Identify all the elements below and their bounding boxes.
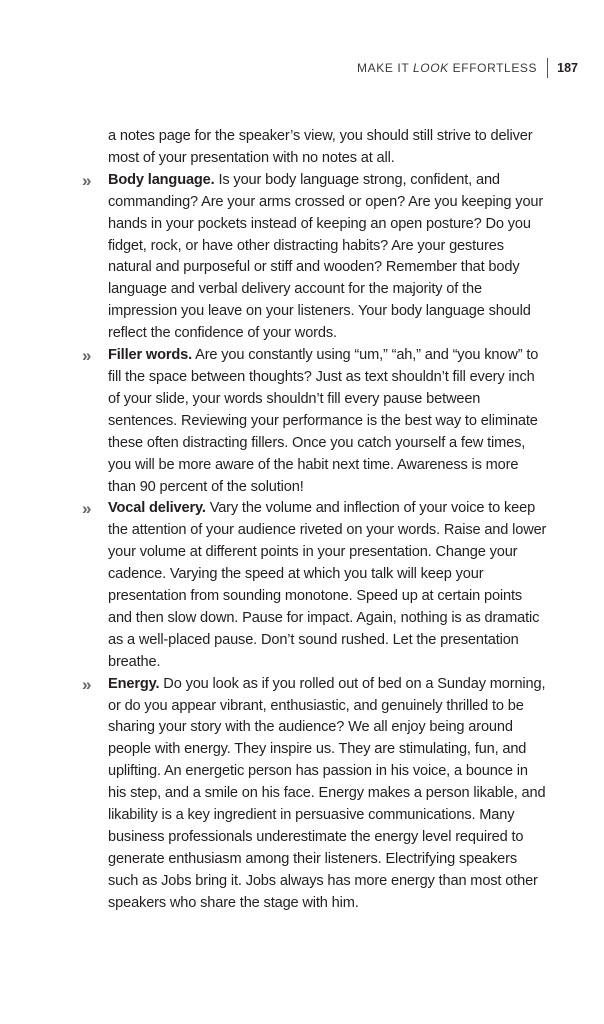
bullet-term: Energy. <box>108 675 160 692</box>
bullet-text: Vary the volume and inflection of your voice to keep the attention of your audience riveted on your words. Raise and lower your volume at different points in your presentation. Change your cadence. Varying the speed at which you talk will keep your presentation from sounding monotone. Speed up at certain points and then slow down. Pause for impact. Again, nothing is as dramatic as a well-placed pause. Don’t sound rushed. Let the presentation breathe. <box>108 500 547 670</box>
running-title-emphasis: LOOK <box>412 61 449 75</box>
running-header <box>357 58 578 78</box>
intro-paragraph: a notes page for the speaker’s view, you should still strive to deliver most of your presentation with no notes at all. <box>108 128 533 166</box>
bullet-term: Vocal delivery. <box>108 500 206 517</box>
bullet-text: Do you look as if you rolled out of bed on a Sunday morning, or do you appear vibrant, enthusiastic, and genuinely thrilled to be sharing your story with the audience? We all enjoy being around people with energy. They inspire us. They are stimulating, fun, and uplifting. An energetic person has passion in his voice, a bounce in his step, and a smile on his face. Energy makes a person likable, and likability is a key ingredient in persuasive communications. Many business professionals underestimate the energy level required to generate enthusiasm among their listeners. Electrifying speakers such as Jobs bring it. Jobs always has more energy than most other speakers who share the stage with him. <box>108 675 546 911</box>
running-title <box>357 61 537 75</box>
bullet-item-body-language <box>82 170 548 345</box>
bullet-text: Are you constantly using “um,” “ah,” and “you know” to fill the space between thoughts? Just as text shouldn’t fill every inch of your slide, your words shouldn’t fill every pause between sentences. Reviewing your performance is the best way to eliminate these often distracting fillers. Once you catch yourself a few times, you will be more aware of the habit next time. Awareness is more than 90 percent of the solution! <box>108 347 539 495</box>
bullet-item-vocal-delivery <box>82 498 548 673</box>
running-title-post: EFFORTLESS <box>448 61 538 75</box>
bullet-text: Is your body language strong, confident, and commanding? Are your arms crossed or open? Are you keeping your hands in your pockets instead of keeping an open posture? Do you fidget, rock, or have other distracting habits? Are your gestures natural and purposeful or stiff and wooden? Remember that body language and verbal delivery account for the majority of the impression you leave on your listeners. Your body language should reflect the confidence of your words. <box>108 171 544 342</box>
bullet-item-energy <box>82 674 548 915</box>
bullet-marker-icon: » <box>82 674 92 694</box>
bullet-term: Filler words. <box>108 347 193 364</box>
page-number: 187 <box>557 61 578 75</box>
bullet-marker-icon: » <box>82 346 92 366</box>
bullet-term: Body language. <box>108 171 215 188</box>
running-title-pre: MAKE IT <box>357 61 413 75</box>
header-divider <box>547 58 548 78</box>
bullet-marker-icon: » <box>82 170 92 190</box>
page-body <box>82 126 548 915</box>
bullet-marker-icon: » <box>82 499 92 519</box>
bullet-item-filler-words <box>82 345 548 498</box>
